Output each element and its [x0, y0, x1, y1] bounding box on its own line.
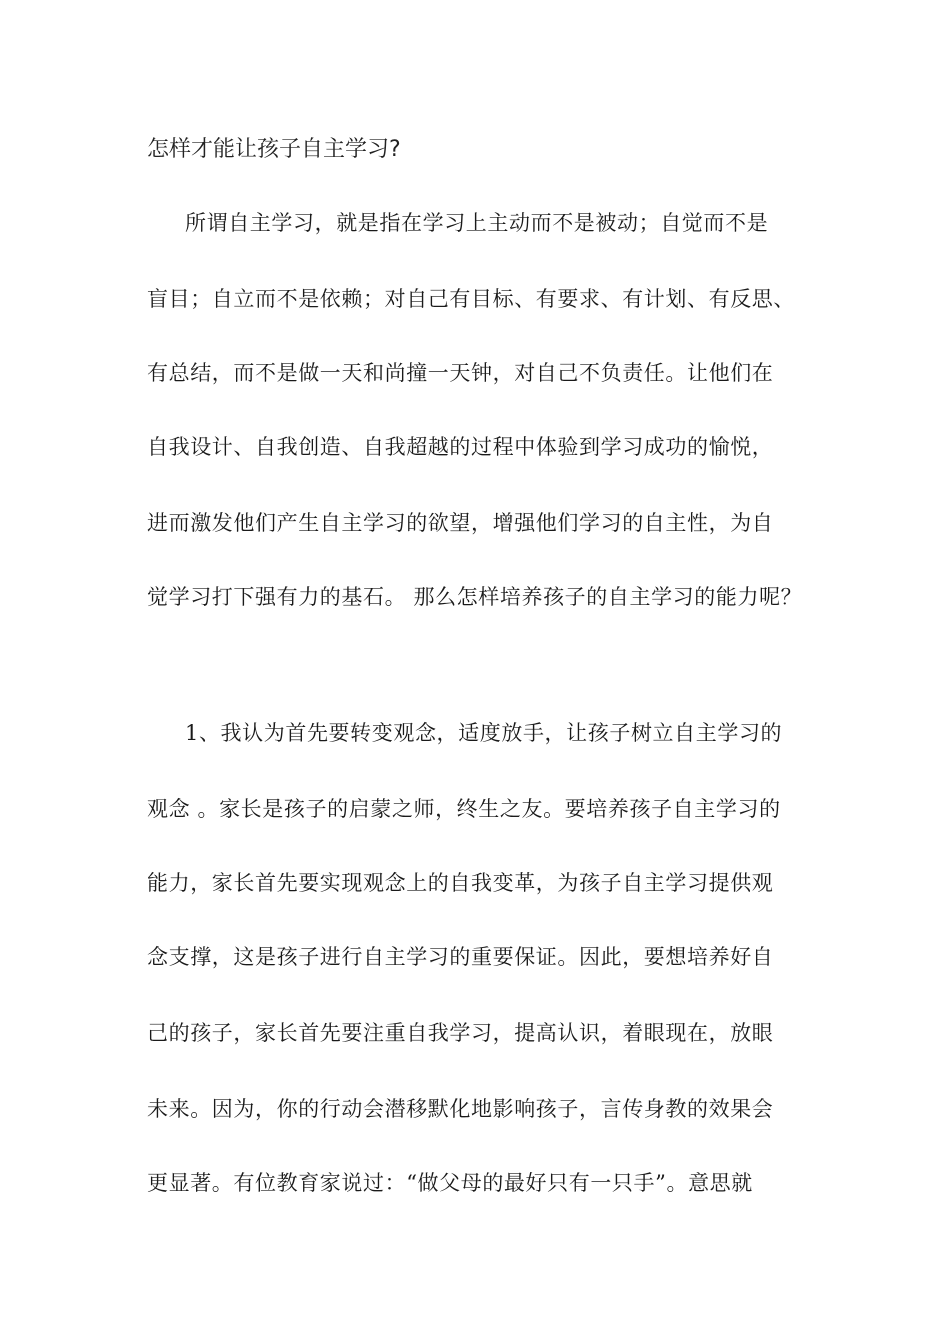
paragraph-2-line-1: 1、我认为首先要转变观念，适度放手，让孩子树立自主学习的 — [185, 721, 783, 745]
paragraph-1-line-1: 所谓自主学习，就是指在学习上主动而不是被动；自觉而不是 — [185, 211, 769, 235]
paragraph-1-line-6: 觉学习打下强有力的基石。 那么怎样培养孩子的自主学习的能力呢？ — [147, 585, 803, 609]
paragraph-1-line-4: 自我设计、自我创造、自我超越的过程中体验到学习成功的愉悦， — [147, 435, 774, 459]
paragraph-2-line-7: 更显著。有位教育家说过：“做父母的最好只有一只手”。意思就 — [147, 1171, 753, 1195]
document-title: 怎样才能让孩子自主学习? — [147, 137, 401, 162]
paragraph-2-line-6: 未来。因为，你的行动会潜移默化地影响孩子，言传身教的效果会 — [147, 1097, 774, 1121]
paragraph-2-line-4: 念支撑，这是孩子进行自主学习的重要保证。因此，要想培养好自 — [147, 945, 774, 969]
paragraph-2-line-2: 观念 。家长是孩子的启蒙之师，终生之友。要培养孩子自主学习的 — [147, 797, 781, 821]
paragraph-2-line-3: 能力，家长首先要实现观念上的自我变革，为孩子自主学习提供观 — [147, 871, 774, 895]
paragraph-2-line-5: 己的孩子，家长首先要注重自我学习，提高认识，着眼现在，放眼 — [147, 1021, 774, 1045]
paragraph-1-line-5: 进而激发他们产生自主学习的欲望，增强他们学习的自主性，为自 — [147, 511, 774, 535]
paragraph-1-line-2: 盲目；自立而不是依赖；对自己有目标、有要求、有计划、有反思、 — [147, 287, 795, 311]
paragraph-1-line-3: 有总结，而不是做一天和尚撞一天钟，对自己不负责任。让他们在 — [147, 361, 774, 385]
